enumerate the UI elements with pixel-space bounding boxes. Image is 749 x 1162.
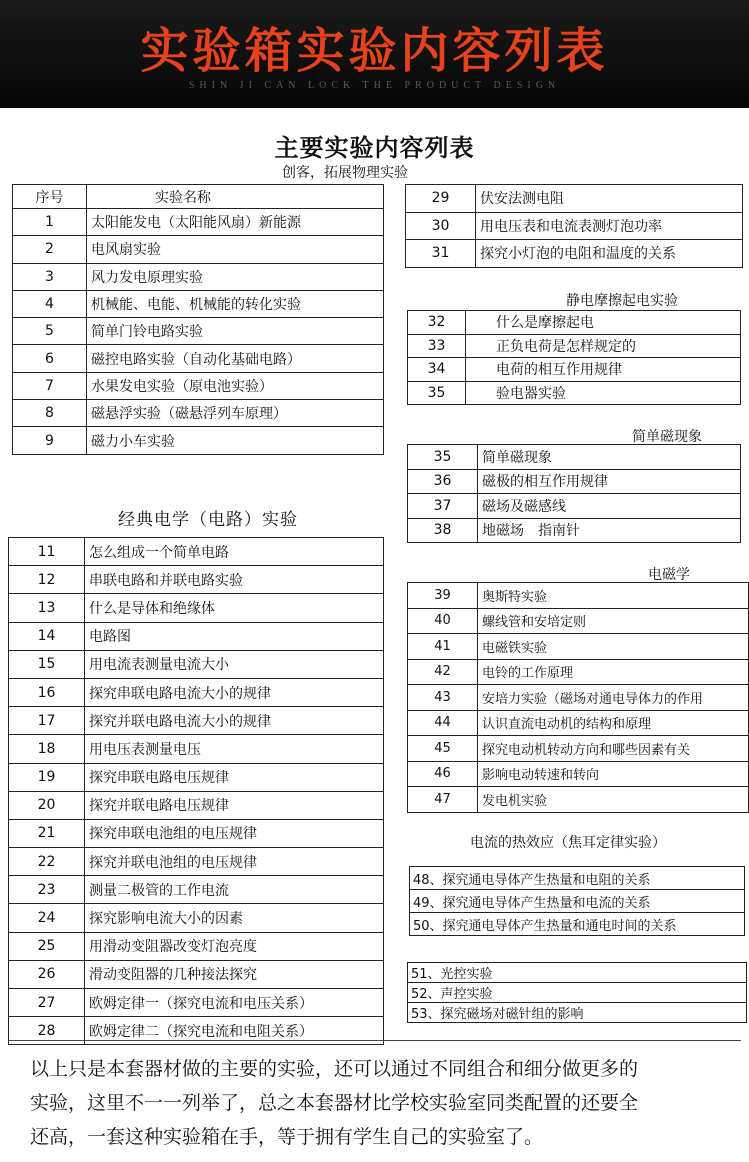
- experiment-name: 奥斯特实验: [478, 583, 749, 609]
- static-electricity-table: [407, 310, 741, 405]
- row-number: 33: [408, 334, 466, 358]
- table-row: [13, 236, 384, 263]
- table-row: [408, 761, 749, 787]
- table-row: [9, 848, 384, 876]
- joule-experiment: 49、探究通电导体产生热量和电流的关系: [410, 890, 745, 913]
- row-number: 40: [408, 608, 478, 634]
- misc-experiment: 53、探究磁场对磁针组的影响: [408, 1003, 747, 1023]
- section-title-static: 静电摩擦起电实验: [566, 293, 678, 309]
- row-number: 31: [406, 240, 476, 268]
- experiment-name: 用电流表测量电流大小: [85, 650, 384, 678]
- footer-line: 以上只是本套器材做的主要的实验，还可以通过不同组合和细分做更多的: [30, 1058, 639, 1080]
- experiment-name: 电磁铁实验: [478, 634, 749, 660]
- table-row: [9, 538, 384, 566]
- table-row: [406, 240, 743, 268]
- experiment-name: 探究并联电路电压规律: [85, 791, 384, 819]
- header-banner: [0, 0, 749, 108]
- table-row: [408, 358, 741, 382]
- table-row: [408, 311, 741, 335]
- row-number: 37: [408, 494, 478, 519]
- experiment-name: 磁控电路实验（自动化基础电路）: [87, 345, 384, 372]
- experiment-name: 认识直流电动机的结构和原理: [478, 710, 749, 736]
- row-number: 3: [13, 263, 87, 290]
- section-title-circuit: 经典电学（电路）实验: [118, 510, 298, 530]
- table-row: [13, 263, 384, 290]
- table-row: [408, 608, 749, 634]
- table-row: [9, 650, 384, 678]
- table-row: [9, 791, 384, 819]
- row-number: 5: [13, 318, 87, 345]
- experiment-name: 机械能、电能、机械能的转化实验: [87, 290, 384, 317]
- experiment-name: 探究串联电池组的电压规律: [85, 819, 384, 847]
- experiment-name: 什么是导体和绝缘体: [85, 594, 384, 622]
- table-row: [408, 445, 741, 470]
- magnetism-table: [407, 444, 741, 543]
- table-row: [406, 212, 743, 240]
- experiment-name: 探究小灯泡的电阻和温度的关系: [476, 240, 743, 268]
- experiment-name: 电荷的相互作用规律: [466, 358, 741, 382]
- experiment-name: 伏安法测电阻: [476, 185, 743, 213]
- experiment-name: 滑动变阻器的几种接法探究: [85, 960, 384, 988]
- section-title-em: 电磁学: [648, 567, 690, 583]
- experiment-name: 简单门铃电路实验: [87, 318, 384, 345]
- table-row: [9, 735, 384, 763]
- row-number: 35: [408, 381, 466, 405]
- table-row: [13, 427, 384, 454]
- row-number: 2: [13, 236, 87, 263]
- row-number: 12: [9, 566, 85, 594]
- row-number: 21: [9, 819, 85, 847]
- row-number: 42: [408, 659, 478, 685]
- row-number: 11: [9, 538, 85, 566]
- table-row: [9, 876, 384, 904]
- experiment-name: 水果发电实验（原电池实验）: [87, 372, 384, 399]
- row-number: 16: [9, 678, 85, 706]
- row-number: 38: [408, 518, 478, 543]
- row-number: 39: [408, 583, 478, 609]
- row-number: 22: [9, 848, 85, 876]
- row-number: 8: [13, 400, 87, 427]
- experiment-name: 欧姆定律二（探究电流和电阻关系）: [85, 1017, 384, 1045]
- section-title-heat: 电流的热效应（焦耳定律实验）: [470, 835, 666, 851]
- page-title: 主要实验内容列表: [274, 134, 475, 162]
- row-number: 14: [9, 622, 85, 650]
- row-number: 47: [408, 787, 478, 813]
- experiment-name: 磁力小车实验: [87, 427, 384, 454]
- row-number: 28: [9, 1017, 85, 1045]
- joule-experiment: 50、探究通电导体产生热量和通电时间的关系: [410, 913, 745, 936]
- row-number: 45: [408, 736, 478, 762]
- experiment-name: 电铃的工作原理: [478, 659, 749, 685]
- experiment-name: 风力发电原理实验: [87, 263, 384, 290]
- table-row: [408, 334, 741, 358]
- table-row: [9, 566, 384, 594]
- section-title-magnet: 简单磁现象: [632, 429, 702, 445]
- row-number: 32: [408, 311, 466, 335]
- experiment-name: 地磁场 指南针: [478, 518, 741, 543]
- row-number: 30: [406, 212, 476, 240]
- experiment-name: 正负电荷是怎样规定的: [466, 334, 741, 358]
- table-row: [408, 983, 747, 1003]
- experiment-name: 螺线管和安培定则: [478, 608, 749, 634]
- table-row: [13, 209, 384, 236]
- footer-note: [30, 1052, 730, 1154]
- table-row: [9, 989, 384, 1017]
- table-row: [13, 400, 384, 427]
- table-row: [13, 290, 384, 317]
- experiment-name: 用电压表和电流表测灯泡功率: [476, 212, 743, 240]
- table-row: [13, 345, 384, 372]
- row-number: 25: [9, 932, 85, 960]
- electromagnetism-table: [407, 582, 749, 813]
- table-row: [9, 763, 384, 791]
- row-number: 43: [408, 685, 478, 711]
- experiment-name: 电风扇实验: [87, 236, 384, 263]
- row-number: 46: [408, 761, 478, 787]
- joule-heat-table: [409, 866, 745, 936]
- row-number: 4: [13, 290, 87, 317]
- experiment-name: 测量二极管的工作电流: [85, 876, 384, 904]
- row-number: 1: [13, 209, 87, 236]
- experiment-name: 探究串联电路电流大小的规律: [85, 678, 384, 706]
- row-number: 19: [9, 763, 85, 791]
- table-row: [408, 469, 741, 494]
- electric-measurement-table: [405, 184, 743, 268]
- misc-experiment: 52、声控实验: [408, 983, 747, 1003]
- banner-subtitle: SHIN JI CAN LOCK THE PRODUCT DESIGN: [188, 80, 561, 91]
- row-number: 18: [9, 735, 85, 763]
- table-row: [9, 678, 384, 706]
- experiment-name: 电路图: [85, 622, 384, 650]
- table-header-row: [13, 185, 384, 209]
- experiment-name: 探究电动机转动方向和哪些因素有关: [478, 736, 749, 762]
- table-row: [408, 963, 747, 983]
- experiment-name: 磁悬浮实验（磁悬浮列车原理）: [87, 400, 384, 427]
- table-row: [408, 518, 741, 543]
- table-row: [13, 372, 384, 399]
- row-number: 17: [9, 707, 85, 735]
- table-row: [406, 185, 743, 213]
- experiment-name: 探究并联电路电流大小的规律: [85, 707, 384, 735]
- experiment-name: 发电机实验: [478, 787, 749, 813]
- table-row: [9, 594, 384, 622]
- experiment-name: 欧姆定律一（探究电流和电压关系）: [85, 989, 384, 1017]
- table-row: [408, 583, 749, 609]
- table-row: [410, 867, 745, 890]
- footer-line: 还高，一套这种实验箱在手，等于拥有学生自己的实验室了。: [30, 1126, 544, 1148]
- experiment-name: 什么是摩擦起电: [466, 311, 741, 335]
- experiment-name: 探究并联电池组的电压规律: [85, 848, 384, 876]
- experiment-name: 安培力实验（磁场对通电导体力的作用: [478, 685, 749, 711]
- experiment-name: 磁场及磁感线: [478, 494, 741, 519]
- table-row: [13, 318, 384, 345]
- table-row: [9, 960, 384, 988]
- column-header-number: 序号: [13, 185, 87, 209]
- basic-experiments-table: [12, 184, 384, 455]
- experiment-name: 太阳能发电（太阳能风扇）新能源: [87, 209, 384, 236]
- divider: [8, 1040, 741, 1041]
- row-number: 15: [9, 650, 85, 678]
- table-row: [9, 707, 384, 735]
- table-row: [408, 736, 749, 762]
- row-number: 24: [9, 904, 85, 932]
- experiment-name: 串联电路和并联电路实验: [85, 566, 384, 594]
- experiment-name: 用电压表测量电压: [85, 735, 384, 763]
- circuit-experiments-table: [8, 537, 384, 1045]
- row-number: 36: [408, 469, 478, 494]
- table-row: [9, 904, 384, 932]
- row-number: 23: [9, 876, 85, 904]
- experiment-name: 探究影响电流大小的因素: [85, 904, 384, 932]
- experiment-name: 验电器实验: [466, 381, 741, 405]
- row-number: 29: [406, 185, 476, 213]
- experiment-name: 磁极的相互作用规律: [478, 469, 741, 494]
- table-row: [9, 932, 384, 960]
- table-row: [408, 381, 741, 405]
- experiment-name: 简单磁现象: [478, 445, 741, 470]
- table-row: [9, 622, 384, 650]
- column-header-name: 实验名称: [87, 185, 384, 209]
- table-row: [408, 787, 749, 813]
- misc-experiment: 51、光控实验: [408, 963, 747, 983]
- row-number: 6: [13, 345, 87, 372]
- experiment-name: 影响电动转速和转向: [478, 761, 749, 787]
- row-number: 35: [408, 445, 478, 470]
- row-number: 41: [408, 634, 478, 660]
- experiment-name: 怎么组成一个简单电路: [85, 538, 384, 566]
- misc-experiments-table: [407, 962, 747, 1023]
- table-row: [9, 819, 384, 847]
- table-row: [408, 659, 749, 685]
- joule-experiment: 48、探究通电导体产生热量和电阻的关系: [410, 867, 745, 890]
- banner-title: 实验箱实验内容列表: [140, 23, 609, 79]
- footer-line: 实验，这里不一一列举了，总之本套器材比学校实验室同类配置的还要全: [30, 1092, 639, 1114]
- row-number: 26: [9, 960, 85, 988]
- page-subtitle: 创客，拓展物理实验: [282, 165, 408, 181]
- row-number: 34: [408, 358, 466, 382]
- table-row: [408, 710, 749, 736]
- experiment-name: 探究串联电路电压规律: [85, 763, 384, 791]
- experiment-name: 用滑动变阻器改变灯泡亮度: [85, 932, 384, 960]
- table-row: [410, 890, 745, 913]
- table-row: [408, 1003, 747, 1023]
- row-number: 20: [9, 791, 85, 819]
- table-row: [408, 634, 749, 660]
- row-number: 27: [9, 989, 85, 1017]
- row-number: 9: [13, 427, 87, 454]
- row-number: 7: [13, 372, 87, 399]
- row-number: 44: [408, 710, 478, 736]
- table-row: [410, 913, 745, 936]
- table-row: [408, 494, 741, 519]
- table-row: [408, 685, 749, 711]
- row-number: 13: [9, 594, 85, 622]
